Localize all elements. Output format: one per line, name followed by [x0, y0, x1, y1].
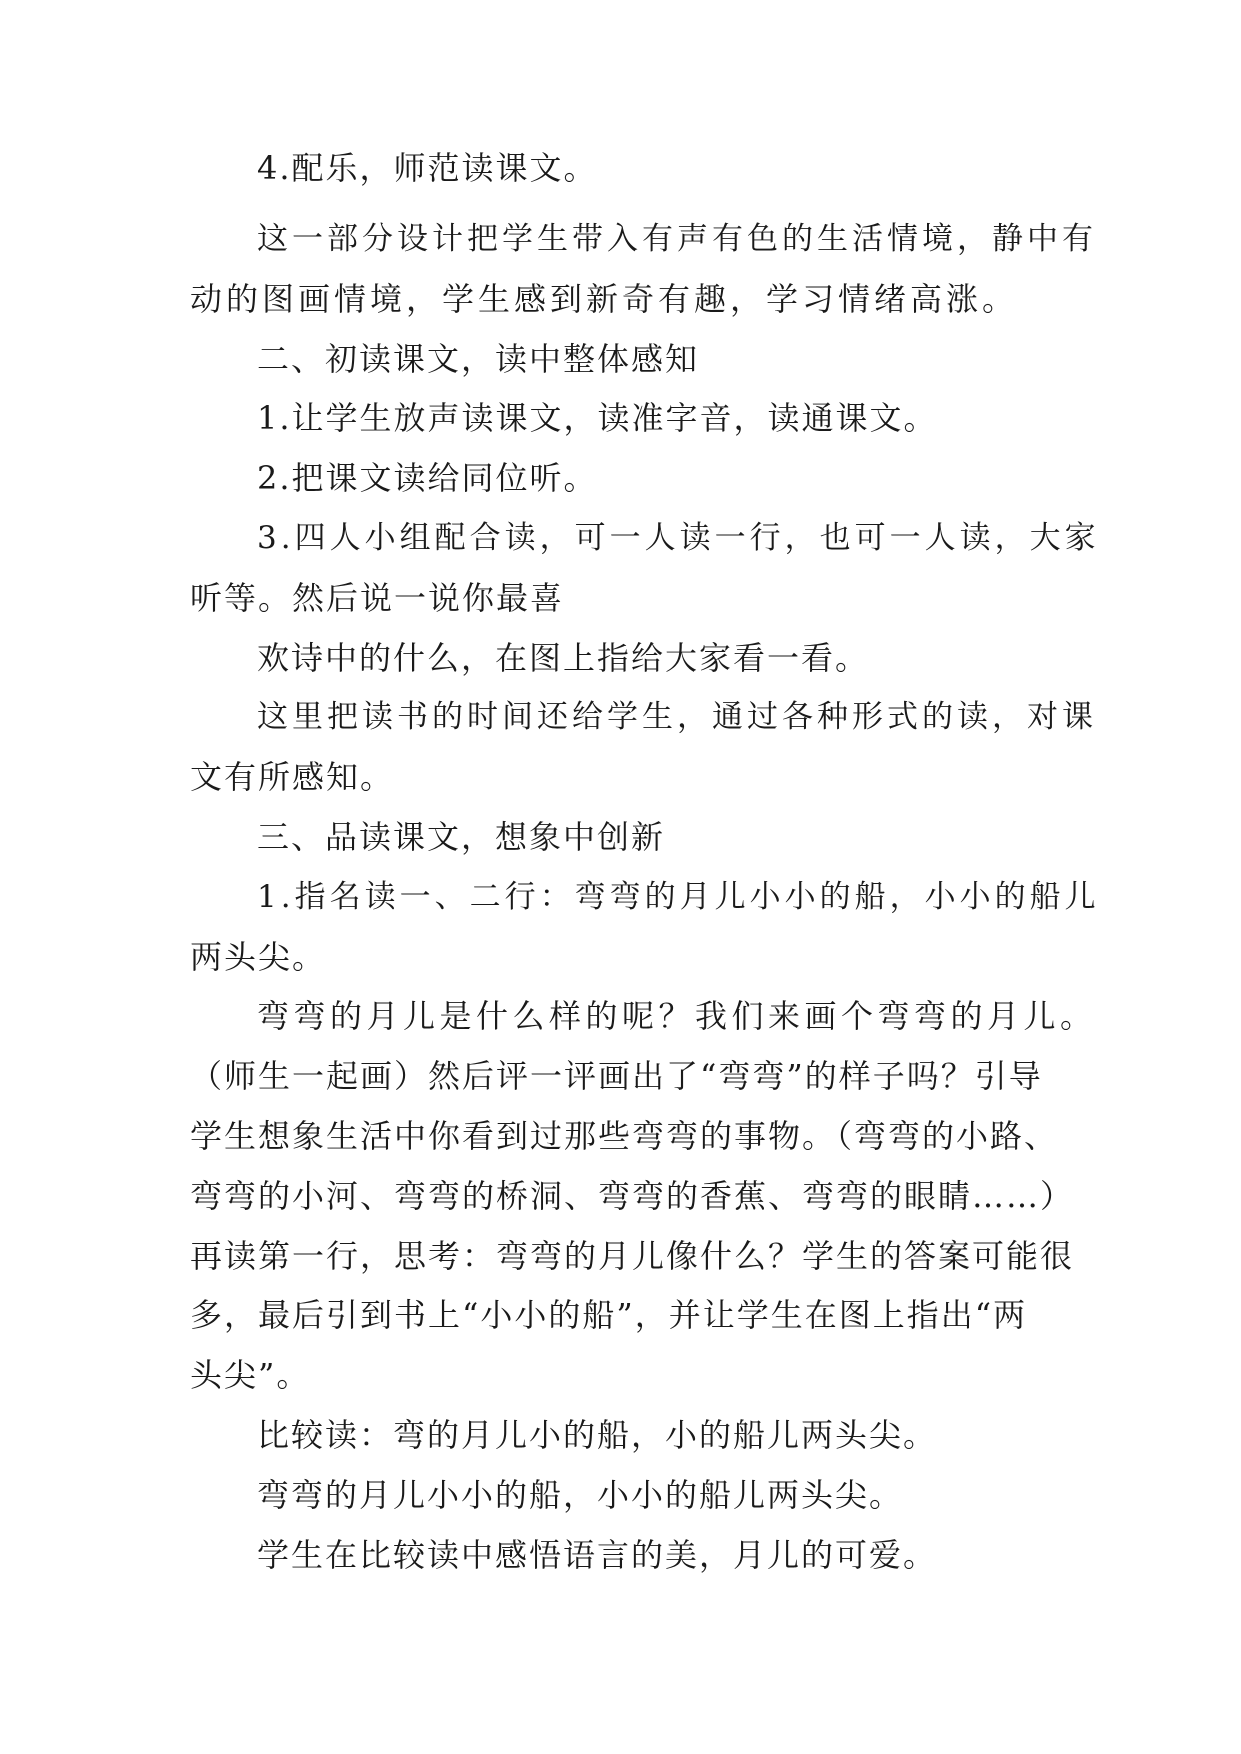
text-line: 头尖”。 — [190, 1356, 311, 1394]
section-heading: 二、初读课文，读中整体感知 — [257, 340, 700, 378]
text-line: 弯弯的月儿小小的船，小小的船儿两头尖。 — [257, 1476, 904, 1514]
text-line: 1.指名读一、二行：弯弯的月儿小小的船，小小的船儿 — [257, 879, 1100, 915]
text-line: 弯弯的月儿是什么样的呢？我们来画个弯弯的月儿。 — [257, 997, 1097, 1035]
text-line: 文有所感知。 — [190, 758, 395, 796]
text-line: 这里把读书的时间还给学生，通过各种形式的读，对课 — [257, 699, 1097, 735]
text-line: 3.四人小组配合读，可一人读一行，也可一人读，大家 — [257, 520, 1100, 556]
text-line: 比较读：弯的月儿小的船，小的船儿两头尖。 — [257, 1416, 938, 1454]
text-line: 再读第一行，思考：弯弯的月儿像什么？学生的答案可能很 — [190, 1237, 1075, 1275]
text-line: 学生想象生活中你看到过那些弯弯的事物。（弯弯的小路、 — [190, 1117, 1059, 1155]
text-line: 这一部分设计把学生带入有声有色的生活情境，静中有 — [257, 221, 1097, 257]
text-line: 动的图画情境，学生感到新奇有趣，学习情绪高涨。 — [190, 280, 1019, 318]
text-line: 1.让学生放声读课文，读准字音，读通课文。 — [257, 399, 938, 437]
text-line: 2.把课文读给同位听。 — [257, 459, 598, 497]
text-line: 4.配乐，师范读课文。 — [257, 149, 598, 187]
text-line: 欢诗中的什么，在图上指给大家看一看。 — [257, 639, 870, 677]
text-line: （师生一起画）然后评一评画出了“弯弯”的样子吗？引导 — [190, 1057, 1043, 1095]
text-line: 听等。然后说一说你最喜 — [190, 579, 565, 617]
text-line: 多，最后引到书上“小小的船”，并让学生在图上指出“两 — [190, 1296, 1028, 1334]
text-line: 弯弯的小河、弯弯的桥洞、弯弯的香蕉、弯弯的眼睛……） — [190, 1177, 1075, 1215]
section-heading: 三、品读课文，想象中创新 — [257, 818, 666, 856]
text-line: 学生在比较读中感悟语言的美，月儿的可爱。 — [257, 1536, 938, 1574]
text-line: 两头尖。 — [190, 938, 327, 976]
